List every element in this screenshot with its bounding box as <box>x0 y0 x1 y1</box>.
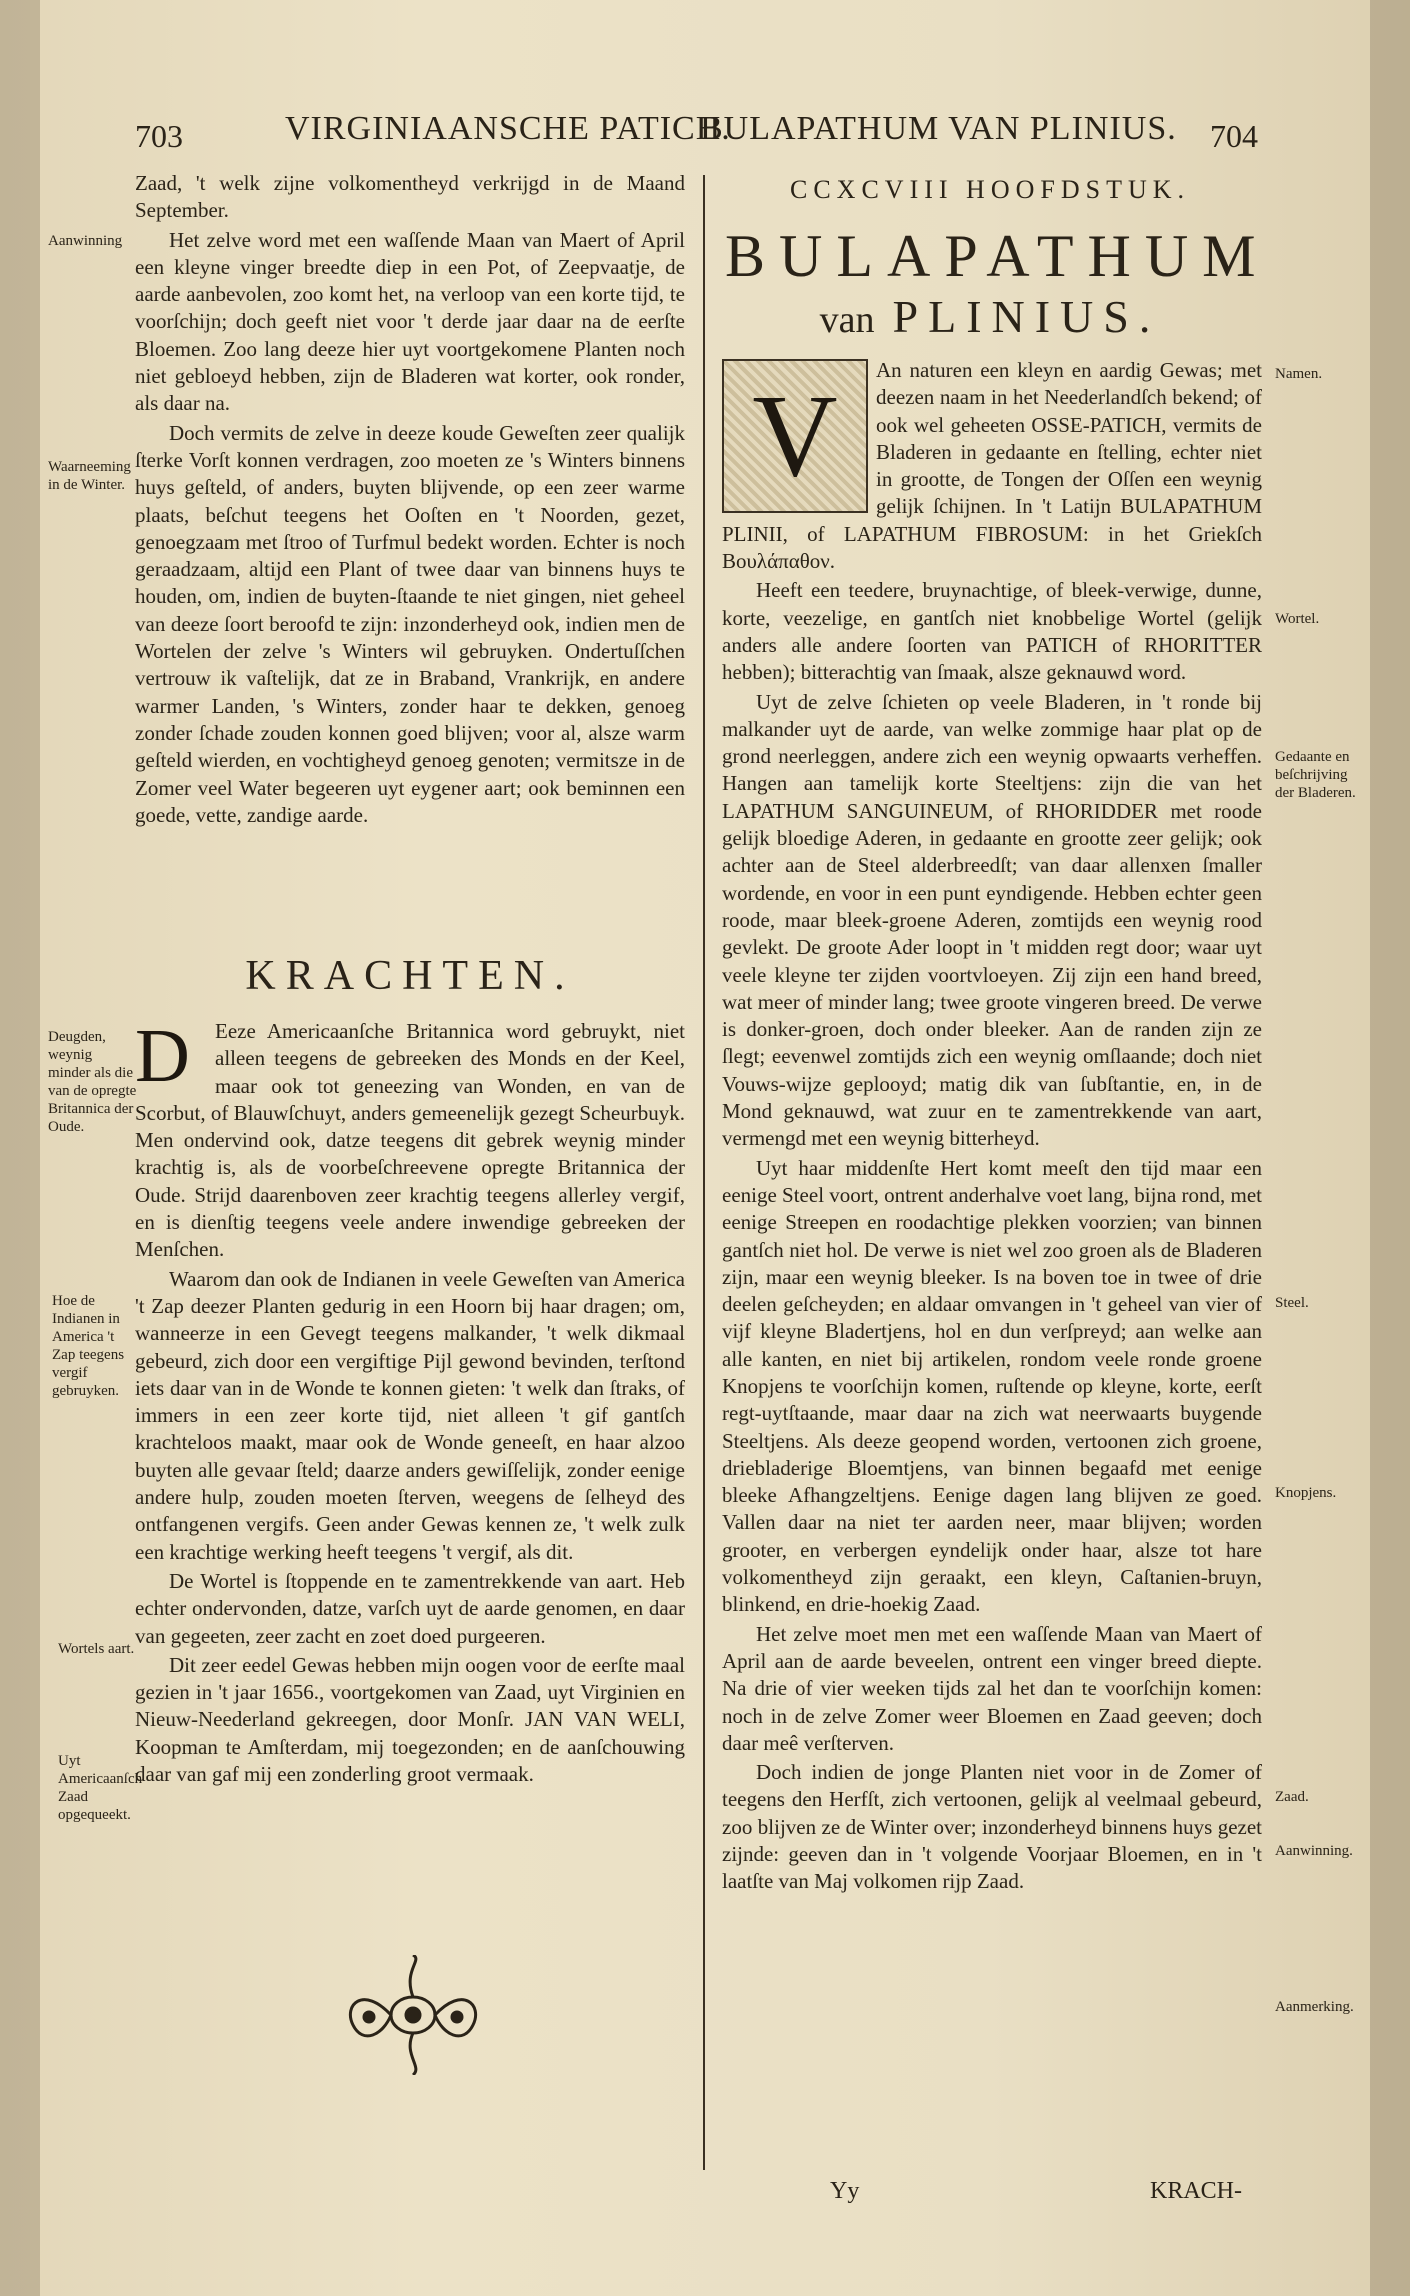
margin-note-americaansch-zaad: Uyt Americaanſch Zaad opgequeekt. <box>58 1753 143 1823</box>
right-paragraph-2: Heeft een teedere, bruynachtige, of bleek-verwige, dunne, korte, veezelige, en gantſch niet knobbelige Wortel (gelijk anders alle andere ſoorten van PATICH of RHORITTER hebben); bitterachtig van ſmaak, alsze geknauwd word. <box>722 578 1262 685</box>
right-paragraph-1 <box>722 357 1262 575</box>
margin-note-wortels-aart: Wortels aart. <box>58 1641 135 1657</box>
left-paragraph-5: Waarom dan ook de Indianen in veele Geweſten van America 't Zap deezer Planten gedurig in een Hoorn bij haar dragen; om, wanneerze in een Gevegt teegens malkander, 't welk dikmaal gebeurd, zich door een vergiftige Pijl gewond bevinden, terſtond iets daar van in de Wonde te konnen gieten: 't welk dan ſtraks, of immers in een zeer korte tijd, niet alleen 't gif gantſch krachteloos maakt, maar ook de Wonde geneeſt, en haar alzoo buyten alle gevaar ſteld; daarze anders gewiſſelijk, zonder eenige andere hulp, zouden moeten ſterven, weegens de ſelheyd des ontfangenen vergifs. Geen ander Gewas kennen ze, 't welk zulk een krachtige werking heeft teegens 't vergif, als dit. <box>135 1266 685 1564</box>
title-line-2 <box>725 290 1255 343</box>
right-column <box>722 357 1262 1898</box>
floral-tailpiece-ornament <box>333 1955 493 2075</box>
right-paragraph-4: Uyt haar middenſte Hert komt meeſt den tijd maar een eenige Steel voort, ontrent anderhalve voet lang, bijna rond, met eenige Streepen en roodachtige plekken voorzien; van binnen gantſch niet hol. De verwe is niet wel zoo groen als de Bladeren zijn, maar een weynig bleeker. Is na boven toe in twee of drie deelen geſcheyden; en aldaar omvangen in 't geheel van vier of vijf kleyne Bladertjens, hol en dun verſpreyd; aan welke aan alle kanten, en niet bij artikelen, rondom veele ronde groene Knopjens te voorſchijn komen, ruſtende op kleyne, korte, eerſt regt-uytſtaande, maar daar na zich wat neerwaarts buygende Steeltjens. Als deeze geopend worden, vertoonen zich groene, driebladerige Bloemtjens, van binnen begaafd met eenige bleeke Afhangzeltjens. Eenige dagen lang blijven ze goed. Vallen daar na niet ter aarden neer, maar blijven; worden grooter, en verbergen eyndelijk onder haar, alsze tot hare volkomentheyd zijn geraakt, een kleyn, Caſtanien-bruyn, blinkend, en drie-hoekig Zaad. <box>722 1155 1262 1617</box>
right-paragraph-6: Doch indien de jonge Planten niet voor in de Zomer of teegens den Herfſt, zich vertoonen, gelijk al veelmaal gebeurd, zoo blijven ze de Winter over; inzonderheyd binnens huys gezet zijnde: geeven dan in 't volgende Voorjaar Bloemen, en in 't laatſte van Maj volkomen rijp Zaad. <box>722 1760 1262 1894</box>
left-page-number: 703 <box>135 118 183 154</box>
margin-note-deugden: Deugden, weynig minder als die van de opregte Britannica der Oude. <box>48 1029 137 1135</box>
left-paragraph-2: Het zelve word met een waſſende Maan van Maert of April een kleyne vinger breedte diep in een Pot, of Zeepvaatje, de aarde aanbevolen, zoo komt het, na verloop van een korte tijd, te voorſchijn; doch geeft niet voor 't derde jaar daar na de eerſte Bloemen. Zoo lang deeze hier uyt voortgekomene Planten noch niet gebloeyd hebben, zijn de Bladeren wat korter, ook ronder, als daar na. <box>135 227 685 416</box>
column-divider <box>703 175 705 2170</box>
right-paragraph-3: Uyt de zelve ſchieten op veele Bladeren, in 't ronde bij malkander uyt de aarde, van welke zommige haar plat op de grond neerleggen, andere zich een weynig opwaarts verheffen. Hangen aan tamelijk korte Steeltjens: zijn die van het LAPATHUM SANGUINEUM, of RHORIDDER met roode gelijk bloedige Aderen, in gedaante en grootte zeer gelijk; ook achter aan de Steel alderbreedſt; van daar allenxen ſmaller wordende, en voor in een punt eyndigende. Hebben echter geen roode, maar bleek-groene Aderen, zomtijds een weynig rood gevlekt. De groote Ader loopt in 't midden regt door; waar uyt veele kleyne ter zijden voortvloeyen. Zij zijn een hand breed, wat meer of minder lang; twee groote vingeren breed. De verwe is donker-groen, doch onder bleeker. Aan de randen zijn ze ſlegt; eevenwel zomtijds zich een weynig omſlaande; doch niet Vouws-wijze geplooyd; matig dik van ſubſtantie, en, in de Mond geknauwd, wat zuur en te zamentrekkende van aart, vermengd met een weynig bitterheyd. <box>722 689 1262 1151</box>
left-paragraph-4 <box>135 1014 685 1264</box>
title-plinius: PLINIUS. <box>892 291 1161 342</box>
signature-mark: Yy <box>830 2178 860 2204</box>
chapter-heading: CCXCVIII HOOFDSTUK. <box>789 175 1190 204</box>
right-page-number: 704 <box>1210 118 1258 154</box>
left-column-bottom <box>135 1014 685 1790</box>
margin-note-aanmerking: Aanmerking. <box>1275 1999 1354 2015</box>
binding-shadow-right <box>1370 0 1410 2296</box>
right-running-title: BULAPATHUM VAN PLINIUS. <box>700 110 1177 147</box>
binding-shadow-left <box>0 0 40 2296</box>
left-running-title: VIRGINIAANSCHE PATICH. <box>285 110 731 147</box>
right-paragraph-1-text: An naturen een kleyn en aardig Gewas; met deezen naam in het Neederlandſch bekend; of ook wel geheeten OSSE-PATICH, vermits de Bladeren in gedaante en ſtelling, echter niet in grootte, de Tongen der Oſſen een weynig gelijk ſchijnen. In 't Latijn BULAPATHUM PLINII, of LAPATHUM FIBROSUM: in het Griekſch Βουλάπαθον. <box>722 358 1262 574</box>
left-paragraph-4-text: Eeze Americaanſche Britannica word gebruykt, niet alleen teegens de gebreeken des Monds en der Keel, maar ook tot geneezing van Wonden, en van de Scorbut, of Blauwſchuyt, anders gemeenelijk gezegt Scheurbuyk. Men ondervind ook, datze teegens dit gebrek weynig minder krachtig is, als de voorbeſchreevene opregte Britannica der Oude. Strijd daarenboven zeer krachtig teegens allerley vergif, en is dienſtig teegens veele andere inwendige gebreeken der Menſchen. <box>135 1019 685 1262</box>
right-paragraph-5: Het zelve moet men met een waſſende Maan van Maert of April aan de aarde beveelen, ontrent een vinger breed diepte. Na drie of vier weeken tijds zal het dan te voorſchijn komen: noch in de zelve Zomer weer Bloemen en Zaad geeven; doch daar meê verſterven. <box>722 1621 1262 1755</box>
decorated-initial-v <box>722 359 868 513</box>
margin-note-gedaante: Gedaante en beſchrijving der Bladeren. <box>1275 749 1356 801</box>
margin-note-zaad: Zaad. <box>1275 1789 1309 1805</box>
title-bulapathum: BULAPATHUM <box>725 223 1270 289</box>
drop-cap-d: D <box>135 1014 190 1098</box>
krachten-heading: KRACHTEN. <box>245 953 575 999</box>
left-paragraph-3: Doch vermits de zelve in deeze koude Geweſten zeer qualijk ſterke Vorſt konnen verdragen, zoo moeten ze 's Winters binnens huys geſteld, of anders, buyten blijvende, op een zeer warme plaats, beſchut teegens het Ooſten en 't Noorden, gezet, genoegzaam met ſtroo of Turfmul bedekt worden. Echter is noch geraadzaam, altijd een Plant of twee daar van binnens huys te houden, om, indien de buyten-ſtaande te niet gingen, niet geheel van deeze ſoort beroofd te zijn: inzonderheyd ook, indien men de Wortelen der zelve 's Winters wil gebruyken. Ondertuſſchen vertrouw ik vaſtelijk, dat ze in Braband, Vrankrijk, en andere warmer Landen, 's Winters, zonder haar te dekken, genoeg zonder ſchade zouden konnen goed blijven; voor al, alsze warm geſteld wierden, en vochtigheyd genoeg genoten; vermitsze in de Zomer veel Water begeeren uyt eygener aart; ook beminnen een goede, vette, zandige aarde. <box>135 420 685 827</box>
left-paragraph-6: De Wortel is ſtoppende en te zamentrekkende van aart. Heb echter ondervonden, datze, varſch uyt de aarde genomen, en daar van gegeeten, zeer zacht en zoet doed purgeeren. <box>135 1568 685 1648</box>
margin-note-wortel: Wortel. <box>1275 611 1320 627</box>
left-column-top <box>135 170 685 831</box>
margin-note-knopjens: Knopjens. <box>1275 1485 1337 1501</box>
margin-note-indianen: Hoe de Indianen in America 't Zap teegens vergif gebruyken. <box>52 1293 125 1399</box>
left-paragraph-1: Zaad, 't welk zijne volkomentheyd verkrijgd in de Maand September. <box>135 171 685 223</box>
margin-note-aanwinning-right: Aanwinning. <box>1275 1843 1353 1859</box>
left-paragraph-7: Dit zeer eedel Gewas hebben mijn oogen voor de eerſte maal gezien in 't jaar 1656., voortgekomen van Zaad, uyt Virginien en Nieuw-Neederland gekreegen, door Monſr. JAN VAN WELI, Koopman te Amſterdam, mij toegezonden; en de aanſchouwing daar van gaf mij een zonderling groot vermaak. <box>135 1652 685 1787</box>
title-van: van <box>819 299 875 341</box>
decorated-initial-letter: V <box>752 370 838 501</box>
margin-note-namen: Namen. <box>1275 366 1323 382</box>
margin-note-waarneeming: Waarneeming in de Winter. <box>48 459 131 493</box>
margin-note-aanwinning-left: Aanwinning <box>48 233 123 249</box>
catchword: KRACH- <box>1150 2178 1243 2204</box>
margin-note-steel: Steel. <box>1275 1295 1309 1311</box>
